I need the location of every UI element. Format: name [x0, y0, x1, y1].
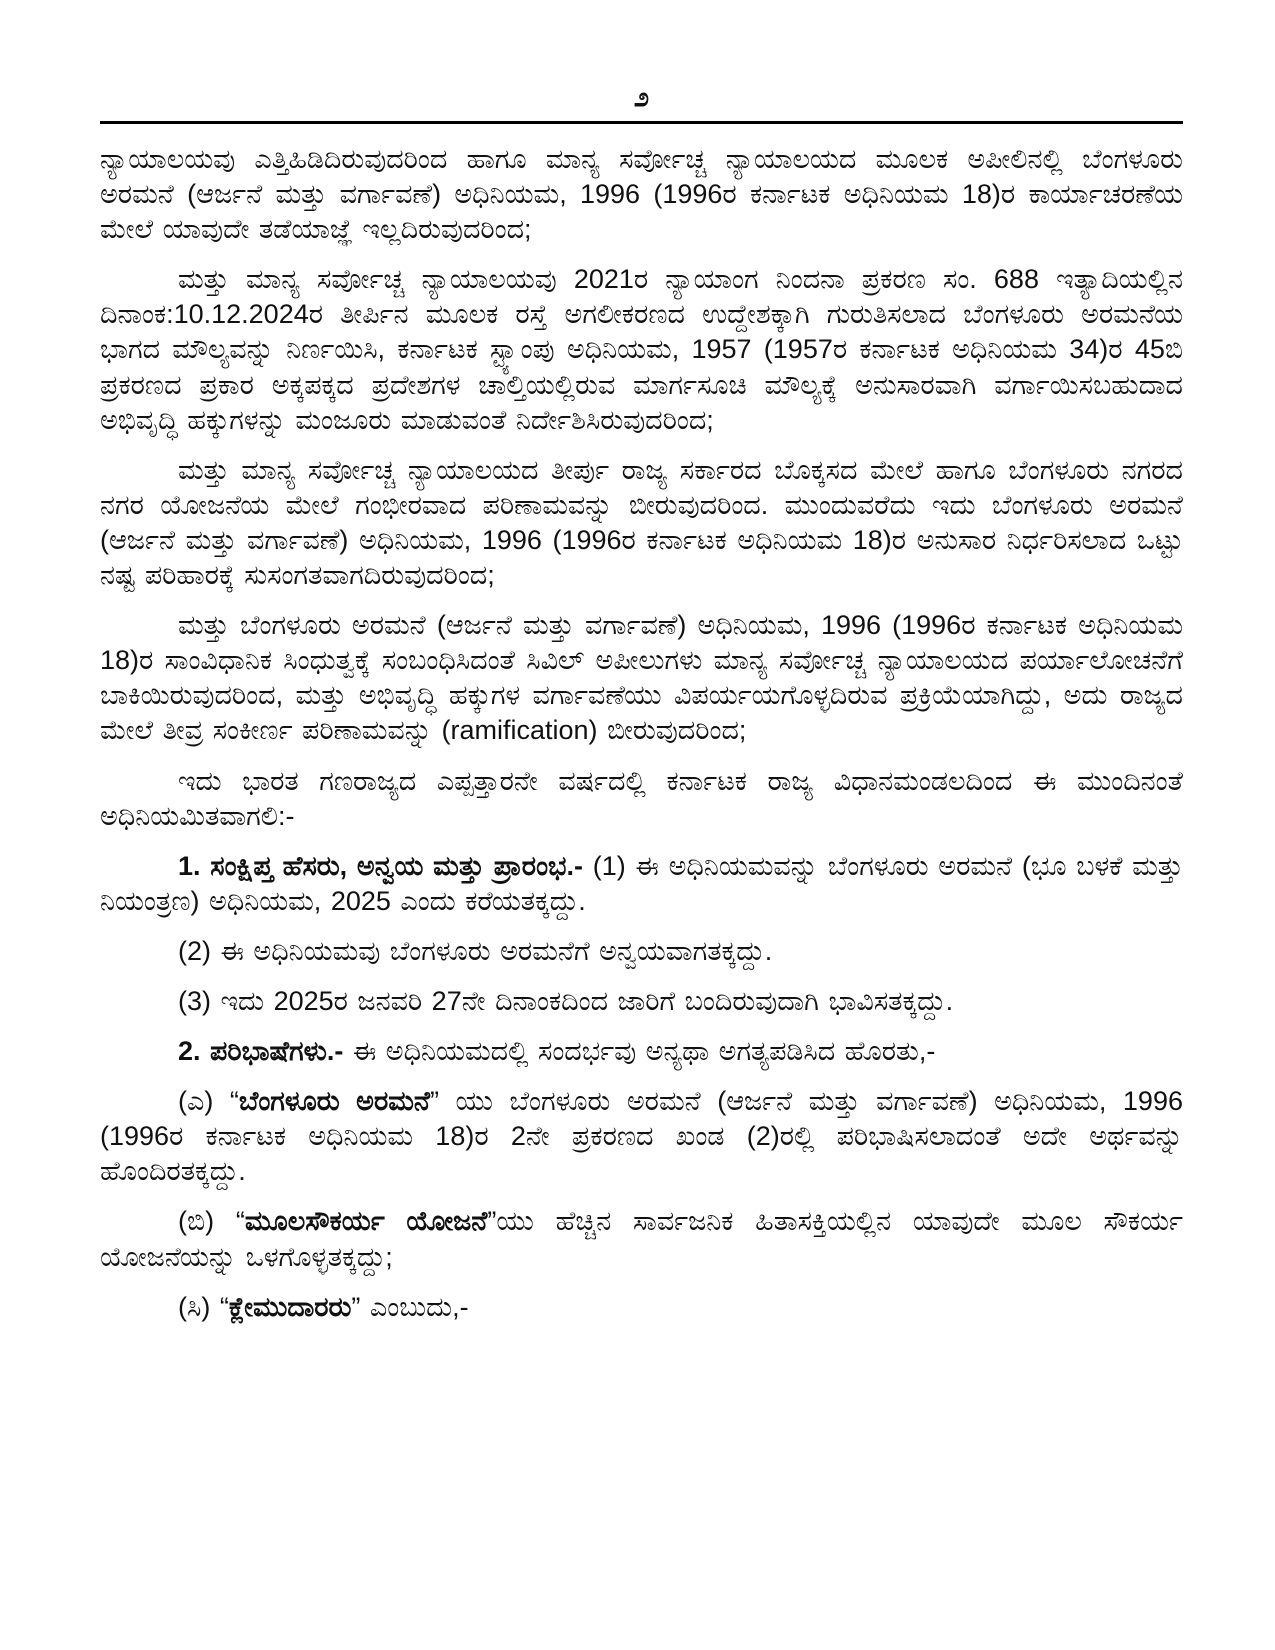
section-2-heading: 2. ಪರಿಭಾಷೆಗಳು.- — [178, 1036, 344, 1067]
section-1-subsection-1: (1) ಈ ಅಧಿನಿಯಮವನ್ನು ಬೆಂಗಳೂರು ಅರಮನೆ (ಭೂ ಬಳಕೆ ಮತ್ತು ನಿಯಂತ್ರಣ) ಅಧಿನಿಯಮ, 2025 ಎಂದು ಕರೆಯತಕ್ಕದ್ದು. — [100, 850, 1184, 916]
section-2-clause-c — [100, 1290, 1183, 1325]
section-1-heading: 1. ಸಂಕ್ಷಿಪ್ತ ಹೆಸರು, ಅನ್ವಯ ಮತ್ತು ಪ್ರಾರಂಭ.- — [178, 850, 583, 881]
enacting-clause: ಇದು ಭಾರತ ಗಣರಾಜ್ಯದ ಎಪ್ಪತ್ತಾರನೇ ವರ್ಷದಲ್ಲಿ ಕರ್ನಾಟಕ ರಾಜ್ಯ ವಿಧಾನಮಂಡಲದಿಂದ ಈ ಮುಂದಿನಂತೆ ಅಧಿನಿಯಮಿತವಾಗಲಿ:- — [100, 765, 1183, 831]
page-number: ೨ — [633, 82, 650, 112]
clause-b-term: ಮೂಲಸೌಕರ್ಯ ಯೋಜನೆ — [244, 1206, 488, 1237]
section-2-intro: ಈ ಅಧಿನಿಯಮದಲ್ಲಿ ಸಂದರ್ಭವು ಅನ್ಯಥಾ ಅಗತ್ಯಪಡಿಸಿದ ಹೊರತು,- — [343, 1036, 936, 1067]
recital-paragraph-2: ಮತ್ತು ಮಾನ್ಯ ಸರ್ವೋಚ್ಚ ನ್ಯಾಯಾಲಯವು 2021ರ ನ್ಯಾಯಾಂಗ ನಿಂದನಾ ಪ್ರಕರಣ ಸಂ. 688 ಇತ್ಯಾದಿಯಲ್ಲಿನ ದಿನಾಂಕ:10.12.2024ರ ತೀರ್ಪಿನ ಮೂಲಕ ರಸ್ತೆ ಅಗಲೀಕರಣದ ಉದ್ದೇಶಕ್ಕಾಗಿ ಗುರುತಿಸಲಾದ ಬೆಂಗಳೂರು ಅರಮನೆಯ ಭಾಗದ ಮೌಲ್ಯವನ್ನು ನಿರ್ಣಯಿಸಿ, ಕರ್ನಾಟಕ ಸ್ಟ್ಯಾಂಪು ಅಧಿನಿಯಮ, 1957 (1957ರ ಕರ್ನಾಟಕ ಅಧಿನಿಯಮ 34)ರ 45ಬಿ ಪ್ರಕರಣದ ಪ್ರಕಾರ ಅಕ್ಕಪಕ್ಕದ ಪ್ರದೇಶಗಳ ಚಾಲ್ತಿಯಲ್ಲಿರುವ ಮಾರ್ಗಸೂಚಿ ಮೌಲ್ಯಕ್ಕೆ ಅನುಸಾರವಾಗಿ ವರ್ಗಾಯಿಸಬಹುದಾದ ಅಭಿವೃದ್ಧಿ ಹಕ್ಕುಗಳನ್ನು ಮಂಜೂರು ಮಾಡುವಂತೆ ನಿರ್ದೇಶಿಸಿರುವುದರಿಂದ; — [100, 264, 1183, 435]
section-2-clause-a — [100, 1084, 1183, 1189]
header-rule — [100, 121, 1183, 124]
clause-a-definition: ” ಯು ಬೆಂಗಳೂರು ಅರಮನೆ (ಆರ್ಜನೆ ಮತ್ತು ವರ್ಗಾವಣೆ) ಅಧಿನಿಯಮ, 1996 (1996ರ ಕರ್ನಾಟಕ ಅಧಿನಿಯಮ 18)ರ 2ನೇ ಪ್ರಕರಣದ ಖಂಡ (2)ರಲ್ಲಿ ಪರಿಭಾಷಿಸಲಾದಂತೆ ಅದೇ ಅರ್ಥವನ್ನು ಹೊಂದಿರತಕ್ಕದ್ದು. — [100, 1086, 1183, 1187]
recital-paragraph-1: ನ್ಯಾಯಾಲಯವು ಎತ್ತಿಹಿಡಿದಿರುವುದರಿಂದ ಹಾಗೂ ಮಾನ್ಯ ಸರ್ವೋಚ್ಚ ನ್ಯಾಯಾಲಯದ ಮೂಲಕ ಅಪೀಲಿನಲ್ಲಿ ಬೆಂಗಳೂರು ಅರಮನೆ (ಆರ್ಜನೆ ಮತ್ತು ವರ್ಗಾವಣೆ) ಅಧಿನಿಯಮ, 1996 (1996ರ ಕರ್ನಾಟಕ ಅಧಿನಿಯಮ 18)ರ ಕಾರ್ಯಾಚರಣೆಯ ಮೇಲೆ ಯಾವುದೇ ತಡೆಯಾಜ್ಞೆ ಇಲ್ಲದಿರುವುದರಿಂದ; — [100, 144, 1183, 245]
clause-a-label: (ಎ) “ — [178, 1086, 239, 1117]
clause-c-label: (ಸಿ) “ — [178, 1291, 229, 1322]
clause-b-definition: ”ಯು ಹೆಚ್ಚಿನ ಸಾರ್ವಜನಿಕ ಹಿತಾಸಕ್ತಿಯಲ್ಲಿನ ಯಾವುದೇ ಮೂಲ ಸೌಕರ್ಯ ಯೋಜನೆಯನ್ನು ಒಳಗೊಳ್ಳತಕ್ಕದ್ದು; — [100, 1206, 1183, 1272]
section-2-clause-b — [100, 1204, 1183, 1274]
clause-c-term: ಕ್ಲೇಮುದಾರರು — [228, 1291, 352, 1322]
section-2 — [100, 1034, 1183, 1069]
section-1-subsection-3: (3) ಇದು 2025ರ ಜನವರಿ 27ನೇ ದಿನಾಂಕದಿಂದ ಜಾರಿಗೆ ಬಂದಿರುವುದಾಗಿ ಭಾವಿಸತಕ್ಕದ್ದು. — [178, 985, 954, 1016]
clause-c-definition: ” ಎಂಬುದು,- — [351, 1291, 469, 1322]
section-1-subsection-2: (2) ಈ ಅಧಿನಿಯಮವು ಬೆಂಗಳೂರು ಅರಮನೆಗೆ ಅನ್ವಯವಾಗತಕ್ಕದ್ದು. — [178, 935, 773, 966]
document-body — [100, 142, 1183, 1325]
recital-paragraph-3: ಮತ್ತು ಮಾನ್ಯ ಸರ್ವೋಚ್ಚ ನ್ಯಾಯಾಲಯದ ತೀರ್ಪು ರಾಜ್ಯ ಸರ್ಕಾರದ ಬೊಕ್ಕಸದ ಮೇಲೆ ಹಾಗೂ ಬೆಂಗಳೂರು ನಗರದ ನಗರ ಯೋಜನೆಯ ಮೇಲೆ ಗಂಭೀರವಾದ ಪರಿಣಾಮವನ್ನು ಬೀರುವುದರಿಂದ. ಮುಂದುವರೆದು ಇದು ಬೆಂಗಳೂರು ಅರಮನೆ (ಆರ್ಜನೆ ಮತ್ತು ವರ್ಗಾವಣೆ) ಅಧಿನಿಯಮ, 1996 (1996ರ ಕರ್ನಾಟಕ ಅಧಿನಿಯಮ 18)ರ ಅನುಸಾರ ನಿರ್ಧರಿಸಲಾದ ಒಟ್ಟು ನಷ್ಟ ಪರಿಹಾರಕ್ಕೆ ಸುಸಂಗತವಾಗದಿರುವುದರಿಂದ; — [100, 454, 1183, 591]
recital-paragraph-4: ಮತ್ತು ಬೆಂಗಳೂರು ಅರಮನೆ (ಆರ್ಜನೆ ಮತ್ತು ವರ್ಗಾವಣೆ) ಅಧಿನಿಯಮ, 1996 (1996ರ ಕರ್ನಾಟಕ ಅಧಿನಿಯಮ 18)ರ ಸಾಂವಿಧಾನಿಕ ಸಿಂಧುತ್ವಕ್ಕೆ ಸಂಬಂಧಿಸಿದಂತೆ ಸಿವಿಲ್ ಅಪೀಲುಗಳು ಮಾನ್ಯ ಸರ್ವೋಚ್ಚ ನ್ಯಾಯಾಲಯದ ಪರ್ಯಾಲೋಚನೆಗೆ ಬಾಕಿಯಿರುವುದರಿಂದ, ಮತ್ತು ಅಭಿವೃದ್ಧಿ ಹಕ್ಕುಗಳ ವರ್ಗಾವಣೆಯು ವಿಪರ್ಯಯಗೊಳ್ಳದಿರುವ ಪ್ರಕ್ರಿಯೆಯಾಗಿದ್ದು, ಅದು ರಾಜ್ಯದ ಮೇಲೆ ತೀವ್ರ ಸಂಕೀರ್ಣ ಪರಿಣಾಮವನ್ನು (ramification) ಬೀರುವುದರಿಂದ; — [100, 610, 1183, 746]
clause-b-label: (ಬಿ) “ — [178, 1206, 245, 1237]
section-1 — [100, 849, 1183, 919]
clause-a-term: ಬೆಂಗಳೂರು ಅರಮನೆ — [238, 1086, 431, 1117]
